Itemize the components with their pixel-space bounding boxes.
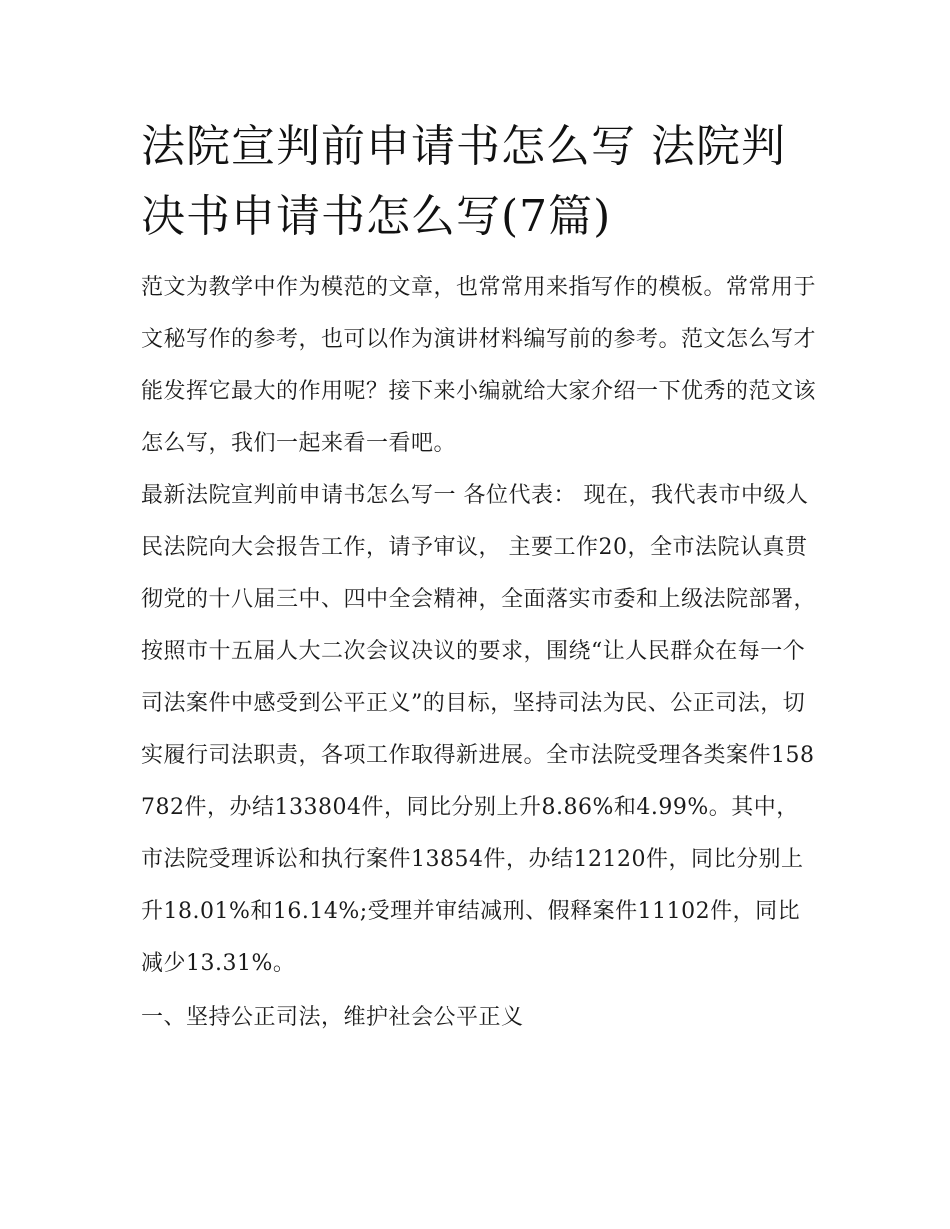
document-title: 法院宣判前申请书怎么写 法院判决书申请书怎么写(7篇) (141, 121, 786, 242)
section-heading: 一、坚持公正司法，维护社会公平正义 (141, 1005, 524, 1030)
body-paragraph: 最新法院宣判前申请书怎么写一 各位代表： 现在，我代表市中级人民法院向大会报告工作，请予审议， 主要工作20，全市法院认真贯彻党的十八届三中、四中全会精神，全面落实市委和上级法院部署，按照市十五届人大二次会议决议的要求，围绕“让人民群众在每一个司法案件中感受到公平正义”的目标，坚持司法为民、公正司法，切实履行司法职责，各项工作取得新进展。全市法院受理各类案件158782件，办结133804件，同比分别上升8.86%和4.99%。其中，市法院受理诉讼和执行案件13854件，办结12120件，同比分别上升18.01%和16.14%;受理并审结减刑、假释案件11102件，同比减少13.31%。 (141, 483, 817, 976)
document-page (141, 112, 821, 1044)
intro-paragraph: 范文为教学中作为模范的文章，也常常用来指写作的模板。常常用于文秘写作的参考，也可以作为演讲材料编写前的参考。范文怎么写才能发挥它最大的作用呢？接下来小编就给大家介绍一下优秀的范文该怎么写，我们一起来看一看吧。 (141, 275, 817, 456)
